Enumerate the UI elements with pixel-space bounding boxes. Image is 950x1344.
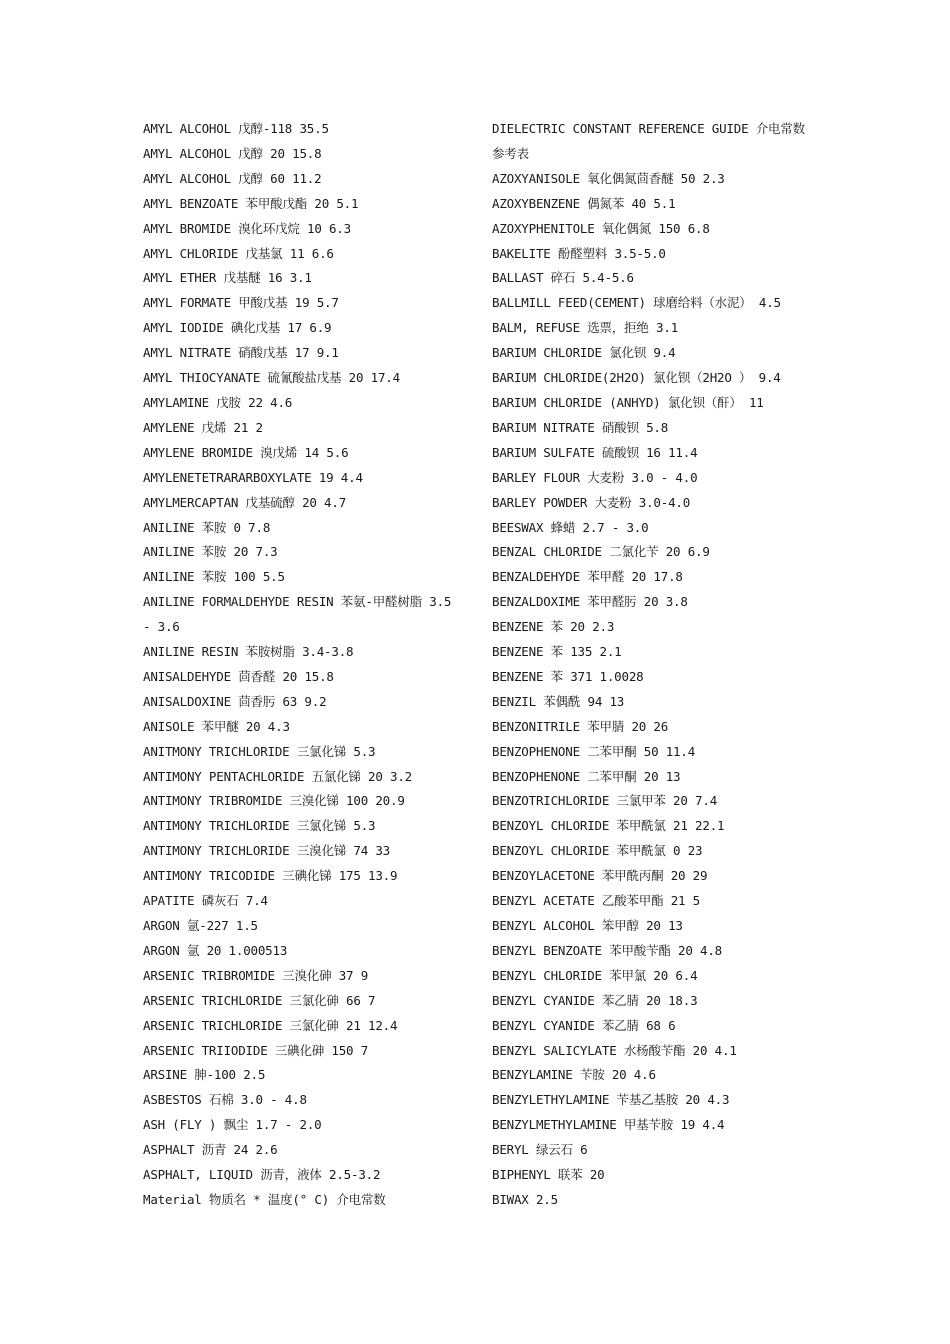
dielectric-entry: AZOXYPHENITOLE 氧化偶氮 150 6.8 xyxy=(492,220,710,236)
dielectric-entry: BENZOPHENONE 二苯甲酮 20 13 xyxy=(492,768,681,784)
dielectric-entry: ARSENIC TRIIODIDE 三碘化砷 150 7 xyxy=(143,1042,369,1058)
dielectric-entry: BENZOTRICHLORIDE 三氯甲苯 20 7.4 xyxy=(492,793,718,809)
dielectric-entry: DIELECTRIC CONSTANT REFERENCE GUIDE 介电常数参考表 xyxy=(492,121,805,161)
dielectric-entry: BENZYLAMINE 苄胺 20 4.6 xyxy=(492,1067,656,1083)
dielectric-entry: BIPHENYL 联苯 20 xyxy=(492,1167,605,1183)
dielectric-entry: BARIUM SULFATE 硫酸钡 16 11.4 xyxy=(492,444,698,460)
dielectric-entry: BENZYLMETHYLAMINE 甲基苄胺 19 4.4 xyxy=(492,1117,725,1133)
dielectric-entry: BERYL 绿云石 6 xyxy=(492,1142,588,1158)
dielectric-entry: APATITE 磷灰石 7.4 xyxy=(143,893,268,909)
dielectric-entry: BALLAST 碎石 5.4-5.6 xyxy=(492,270,634,286)
dielectric-entry: AMYL ETHER 戊基醚 16 3.1 xyxy=(143,270,312,286)
left-column xyxy=(143,117,463,1213)
dielectric-entry: AMYL NITRATE 硝酸戊基 17 9.1 xyxy=(143,345,339,361)
dielectric-entry: BENZYL ALCOHOL 笨甲醇 20 13 xyxy=(492,918,683,933)
dielectric-entry: BENZOYL CHLORIDE 苯甲酰氯 21 22.1 xyxy=(492,818,725,834)
dielectric-entry: BARIUM CHLORIDE (ANHYD) 氯化钡（酐） 11 xyxy=(492,394,764,410)
dielectric-entry: BENZYL ACETATE 乙酸苯甲酯 21 5 xyxy=(492,893,701,909)
dielectric-entry: ANTIMONY PENTACHLORIDE 五氯化锑 20 3.2 xyxy=(143,768,412,784)
dielectric-entry: ANISOLE 苯甲醚 20 4.3 xyxy=(143,718,290,734)
dielectric-entry: ANILINE 苯胺 20 7.3 xyxy=(143,544,278,560)
dielectric-entry: BENZONITRILE 苯甲腈 20 26 xyxy=(492,718,669,734)
dielectric-entry: AMYL IODIDE 碘化戊基 17 6.9 xyxy=(143,320,332,336)
dielectric-entry: BEESWAX 蜂蜡 2.7 - 3.0 xyxy=(492,519,649,535)
dielectric-entry: AMYLENETETRARARBOXYLATE 19 4.4 xyxy=(143,469,363,485)
dielectric-entry: BARIUM CHLORIDE(2H2O) 氯化钡（2H2O ） 9.4 xyxy=(492,370,781,386)
dielectric-entry: ANITMONY TRICHLORIDE 三氯化锑 5.3 xyxy=(143,743,376,759)
dielectric-entry: ANISALDEHYDE 茴香醛 20 15.8 xyxy=(143,668,334,684)
dielectric-entry: BENZYL BENZOATE 苯甲酸苄酯 20 4.8 xyxy=(492,942,722,958)
dielectric-entry: AMYL CHLORIDE 戊基氯 11 6.6 xyxy=(143,245,334,261)
dielectric-entry: ARSENIC TRIBROMIDE 三溴化砷 37 9 xyxy=(143,967,369,983)
dielectric-entry: AMYLMERCAPTAN 戊基硫醇 20 4.7 xyxy=(143,494,347,510)
dielectric-entry: BENZAL CHLORIDE 二氯化苄 20 6.9 xyxy=(492,544,710,560)
dielectric-entry: BARIUM NITRATE 硝酸钡 5.8 xyxy=(492,419,669,435)
dielectric-entry: ARSENIC TRICHLORIDE 三氯化砷 66 7 xyxy=(143,992,376,1008)
dielectric-entry: AMYLENE BROMIDE 溴戊烯 14 5.6 xyxy=(143,444,349,460)
dielectric-entry: BARLEY FLOUR 大麦粉 3.0 - 4.0 xyxy=(492,469,698,485)
dielectric-entry: ARSINE 胂-100 2.5 xyxy=(143,1067,266,1083)
dielectric-entry: BENZALDEHYDE 苯甲醛 20 17.8 xyxy=(492,569,683,585)
dielectric-entry: ANILINE FORMALDEHYDE RESIN 苯氨-甲醛树脂 3.5 - 3.6 xyxy=(143,594,459,635)
dielectric-entry: AMYL FORMATE 甲酸戊基 19 5.7 xyxy=(143,295,339,311)
dielectric-entry: ASPHALT, LIQUID 沥青，液体 2.5-3.2 xyxy=(143,1167,381,1183)
right-column xyxy=(492,117,814,1213)
dielectric-entry: ASH (FLY ) 飘尘 1.7 - 2.0 xyxy=(143,1117,322,1133)
dielectric-entry: BENZENE 苯 135 2.1 xyxy=(492,644,622,660)
dielectric-entry: AMYLENE 戊烯 21 2 xyxy=(143,419,263,435)
dielectric-entry: ARGON 氩 20 1.000513 xyxy=(143,942,288,958)
dielectric-entry: AMYL THIOCYANATE 硫氰酸盐戊基 20 17.4 xyxy=(143,370,400,386)
dielectric-entry: ANISALDOXINE 茴香肟 63 9.2 xyxy=(143,693,327,709)
dielectric-entry: AMYL BENZOATE 苯甲酸戊酯 20 5.1 xyxy=(143,195,359,211)
dielectric-entry: BENZALDOXIME 苯甲醛肟 20 3.8 xyxy=(492,594,688,610)
dielectric-entry: ASPHALT 沥青 24 2.6 xyxy=(143,1142,278,1158)
dielectric-entry: BENZYLETHYLAMINE 苄基乙基胺 20 4.3 xyxy=(492,1092,730,1108)
dielectric-entry: Material 物质名 * 温度(° C) 介电常数 xyxy=(143,1191,386,1207)
dielectric-entry: ANILINE 苯胺 0 7.8 xyxy=(143,519,271,535)
dielectric-entry: AMYL ALCOHOL 戊醇 60 11.2 xyxy=(143,170,322,186)
dielectric-entry: BARIUM CHLORIDE 氯化钡 9.4 xyxy=(492,345,676,361)
dielectric-entry: BENZOYL CHLORIDE 苯甲酰氯 0 23 xyxy=(492,843,703,859)
dielectric-entry: BARLEY POWDER 大麦粉 3.0-4.0 xyxy=(492,494,691,510)
dielectric-entry: ANILINE RESIN 苯胺树脂 3.4-3.8 xyxy=(143,644,354,660)
dielectric-entry: BENZYL CHLORIDE 苯甲氯 20 6.4 xyxy=(492,967,698,983)
dielectric-entry: BENZOPHENONE 二苯甲酮 50 11.4 xyxy=(492,743,696,759)
dielectric-entry: BENZIL 苯偶酰 94 13 xyxy=(492,693,625,709)
dielectric-entry: ARSENIC TRICHLORIDE 三氯化砷 21 12.4 xyxy=(143,1017,398,1033)
dielectric-entry: AMYL BROMIDE 溴化环戊烷 10 6.3 xyxy=(143,220,352,236)
dielectric-entry: BENZYL CYANIDE 苯乙腈 20 18.3 xyxy=(492,992,698,1008)
dielectric-entry: AMYL ALCOHOL 戊醇-118 35.5 xyxy=(143,121,329,136)
dielectric-entry: ANTIMONY TRICHLORIDE 三氯化锑 5.3 xyxy=(143,818,376,834)
dielectric-entry: BENZYL SALICYLATE 水杨酸苄酯 20 4.1 xyxy=(492,1042,737,1058)
dielectric-entry: ANTIMONY TRICODIDE 三碘化锑 175 13.9 xyxy=(143,868,398,884)
dielectric-entry: BENZENE 苯 20 2.3 xyxy=(492,619,615,635)
dielectric-entry: ASBESTOS 石棉 3.0 - 4.8 xyxy=(143,1092,307,1108)
dielectric-entry: BENZOYLACETONE 苯甲酰丙酮 20 29 xyxy=(492,868,708,884)
dielectric-entry: BIWAX 2.5 xyxy=(492,1191,558,1207)
dielectric-entry: AMYL ALCOHOL 戊醇 20 15.8 xyxy=(143,145,322,161)
dielectric-entry: BENZYL CYANIDE 苯乙腈 68 6 xyxy=(492,1017,676,1033)
dielectric-entry: BENZENE 苯 371 1.0028 xyxy=(492,668,644,684)
dielectric-entry: ANTIMONY TRICHLORIDE 三溴化锑 74 33 xyxy=(143,843,390,859)
dielectric-entry: ARGON 氩-227 1.5 xyxy=(143,918,258,933)
dielectric-entry: AZOXYBENZENE 偶氮苯 40 5.1 xyxy=(492,195,676,211)
dielectric-entry: AMYLAMINE 戊胺 22 4.6 xyxy=(143,394,293,410)
dielectric-entry: ANILINE 苯胺 100 5.5 xyxy=(143,569,285,585)
dielectric-entry: ANTIMONY TRIBROMIDE 三溴化锑 100 20.9 xyxy=(143,793,405,809)
dielectric-entry: BALLMILL FEED(CEMENT) 球磨给料（水泥） 4.5 xyxy=(492,295,781,311)
dielectric-entry: AZOXYANISOLE 氧化偶氮茴香醚 50 2.3 xyxy=(492,170,725,186)
dielectric-entry: BALM, REFUSE 选票，拒绝 3.1 xyxy=(492,320,679,336)
dielectric-entry: BAKELITE 酚醛塑料 3.5-5.0 xyxy=(492,245,666,261)
